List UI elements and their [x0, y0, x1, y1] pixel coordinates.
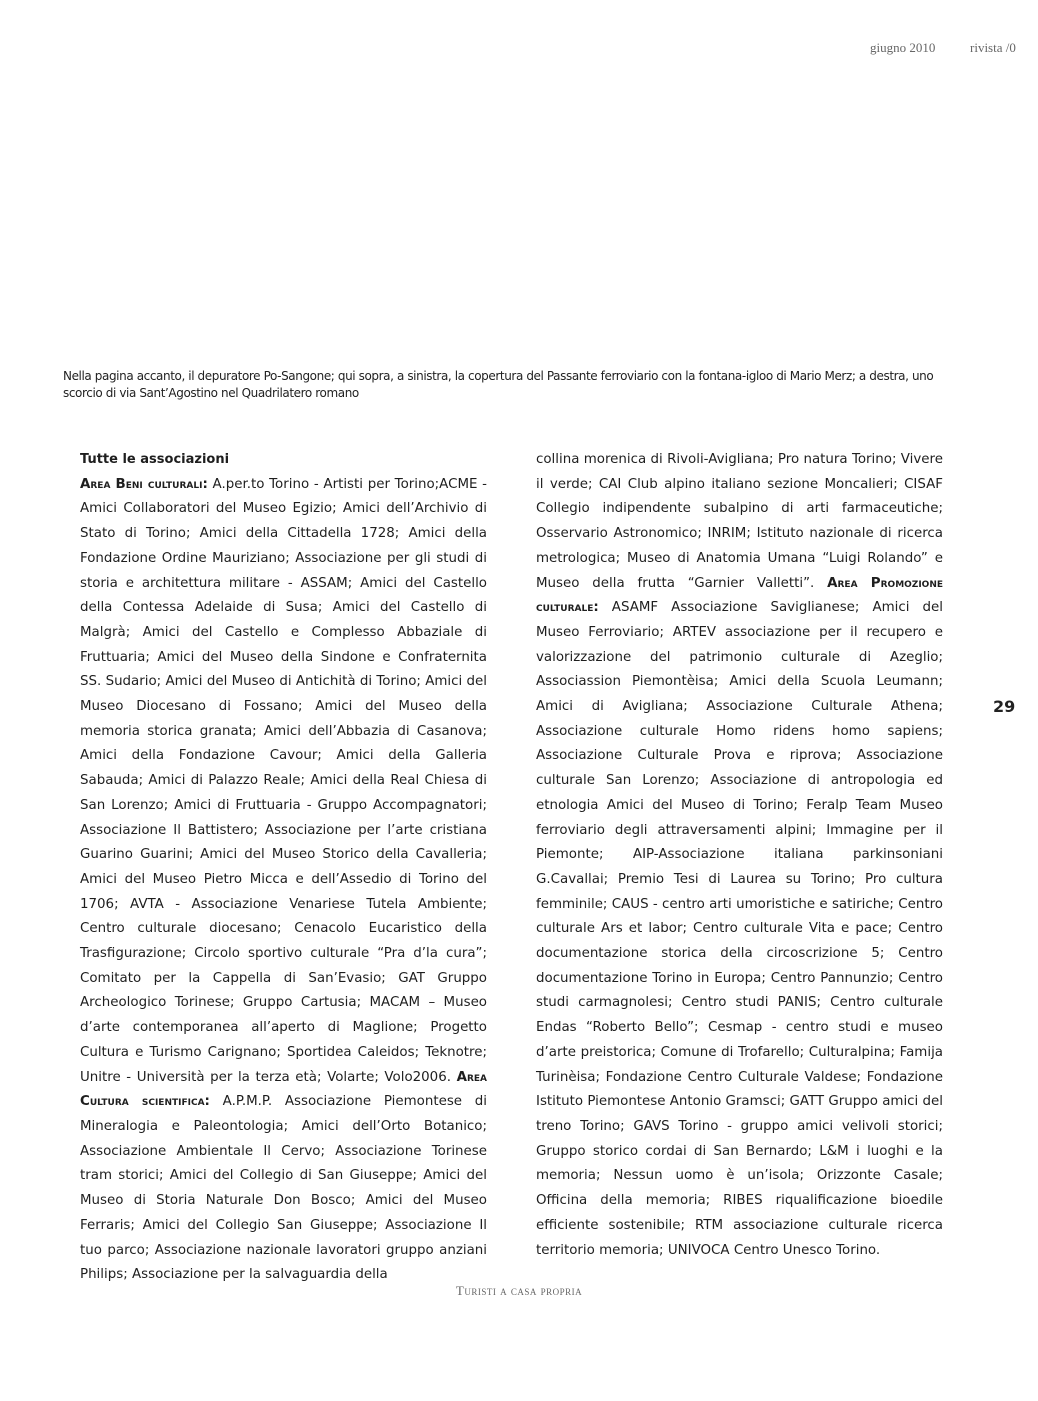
associations-text: ASAMF Associazione Saviglianese; Amici del Museo Ferroviario; ARTEV associazione per il recupero e valorizzazione del patrimonio culturale di Azeglio; Associassion Piemontèisa; Amici della Scuola Leumann; Amici di Avigliana; Associazione Culturale Athena; Associazione culturale Homo ridens homo sapiens; Associazione Culturale Prova e riprova; Associazione culturale San Lorenzo; Associazione di antropologia ed etnologia Amici del Museo di Torino; Feralp Team Museo ferroviario degli attraversamenti alpini; Immagine per il Piemonte; AIP-Associazione italiana parkinsoniani G.Cavallai; Premio Tesi di Laurea su Torino; Pro cultura femminile; CAUS - centro arti umoristiche e satiriche; Centro culturale Ars et labor; Centro culturale Vita e pace; Centro documentazione storica della circoscrizione 5; Centro documentazione Torino in Europa; Centro Pannunzio; Centro studi carmagnolesi; Centro studi PANIS; Centro culturale Endas “Roberto Bello”; Cesmap - centro studi e museo d’arte preistorica; Comune di Trofarello; Culturalpina; Famija Turinèisa; Fondazione Centro Culturale Valdese; Fondazione Istituto Piemontese Antonio Gramsci; GATT Gruppo amici del treno Torino; GAVS Torino - gruppo amici velivoli storici; Gruppo storico cordai di San Bernardo; L&M i luoghi e la memoria; Nessun uomo è un’isola; Orizzonte Casale; Officina della memoria; RIBES riqualificazione bioedile efficiente sostenibile; RTM associazione culturale ricerca territorio memoria; UNIVOCA Centro Unesco Torino.	[536, 600, 943, 1258]
area-label-promozione-culturale: Area Promozione culturale:	[536, 575, 944, 616]
associations-text: A.per.to Torino - Artisti per Torino;ACME - Amici Collaboratori del Museo Egizio; Amici dell’Archivio di Stato di Torino; Amici della Cittadella 1728; Amici della Fondazione Ordine Mauriziano; Associazione per gli studi di storia e architettura militare - ASSAM; Amici del Castello della Contessa Adelaide di Susa; Amici del Castello di Malgrà; Amici del Castello e Complesso Abbaziale di Fruttuaria; Amici del Museo della Sindone e Confraternita SS. Sudario; Amici del Museo di Antichità di Torino; Amici del Museo Diocesano di Fossano; Amici del Museo della memoria storica granata; Amici dell’Abbazia di Casanova; Amici della Fondazione Cavour; Amici della Galleria Sabauda; Amici di Palazzo Reale; Amici della Real Chiesa di San Lorenzo; Amici di Fruttuaria - Gruppo Accompagnatori; Associazione Il Battistero; Associazione per l’arte cristiana Guarino Guarini; Amici del Museo Storico della Cavalleria; Amici del Museo Pietro Micca e dell’Assedio di Torino del 1706; AVTA - Associazione Venariese Tutela Ambiente; Centro culturale diocesano; Cenacolo Eucaristico della Trasfigurazione; Circolo sportivo culturale “Pra d’la cura”; Comitato per la Cappella di San’Evasio; GAT Gruppo Archeologico Torinese; Gruppo Cartusia; MACAM – Museo d’arte contemporanea all’aperto di Maglione; Progetto Cultura e Turismo Carignano; Sportidea Caleidos; Teknotre; Unitre - Università per la terza età; Volarte; Volo2006.	[80, 476, 488, 1085]
page-number: 29	[993, 697, 1016, 716]
article-column-right	[536, 448, 943, 1263]
associations-text: collina morenica di Rivoli-Avigliana; Pro natura Torino; Vivere il verde; CAI Club alpino italiano sezione Moncalieri; CISAF Collegio indipendente subalpino di arti farmaceutiche; Osservario Astronomico; INRIM; Istituto nazionale di ricerca metrologica; Museo di Anatomia Umana “Luigi Rolando” e Museo della frutta “Garnier Valletti”.	[536, 452, 943, 591]
article-heading: Tutte le associazioni	[80, 452, 230, 467]
area-label-cultura-scientifica: Area Cultura scientifica:	[80, 1069, 487, 1110]
article-column-left	[80, 448, 487, 1288]
photo-caption: Nella pagina accanto, il depuratore Po-Sangone; qui sopra, a sinistra, la copertura del Passante ferroviario con la fontana-igloo di Mario Merz; a destra, uno scorcio di via Sant’Agostino nel Quadrilatero romano	[63, 369, 934, 400]
header-date: giugno 2010	[870, 40, 936, 55]
associations-text: A.P.M.P. Associazione Piemontese di Mineralogia e Paleontologia; Amici dell’Orto Botanico; Associazione Ambientale Il Cervo; Associazione Torinese tram storici; Amici del Collegio di San Giuseppe; Amici del Museo di Storia Naturale Don Bosco; Amici del Museo Ferraris; Amici del Collegio San Giuseppe; Associazione Il tuo parco; Associazione nazionale lavoratori gruppo anziani Philips; Associazione per la salvaguardia della	[80, 1094, 487, 1283]
running-footer: Turisti a casa propria	[455, 1283, 583, 1298]
header-magazine: rivista /0	[970, 40, 1016, 55]
area-label-beni-culturali: Area Beni culturali:	[80, 476, 208, 492]
